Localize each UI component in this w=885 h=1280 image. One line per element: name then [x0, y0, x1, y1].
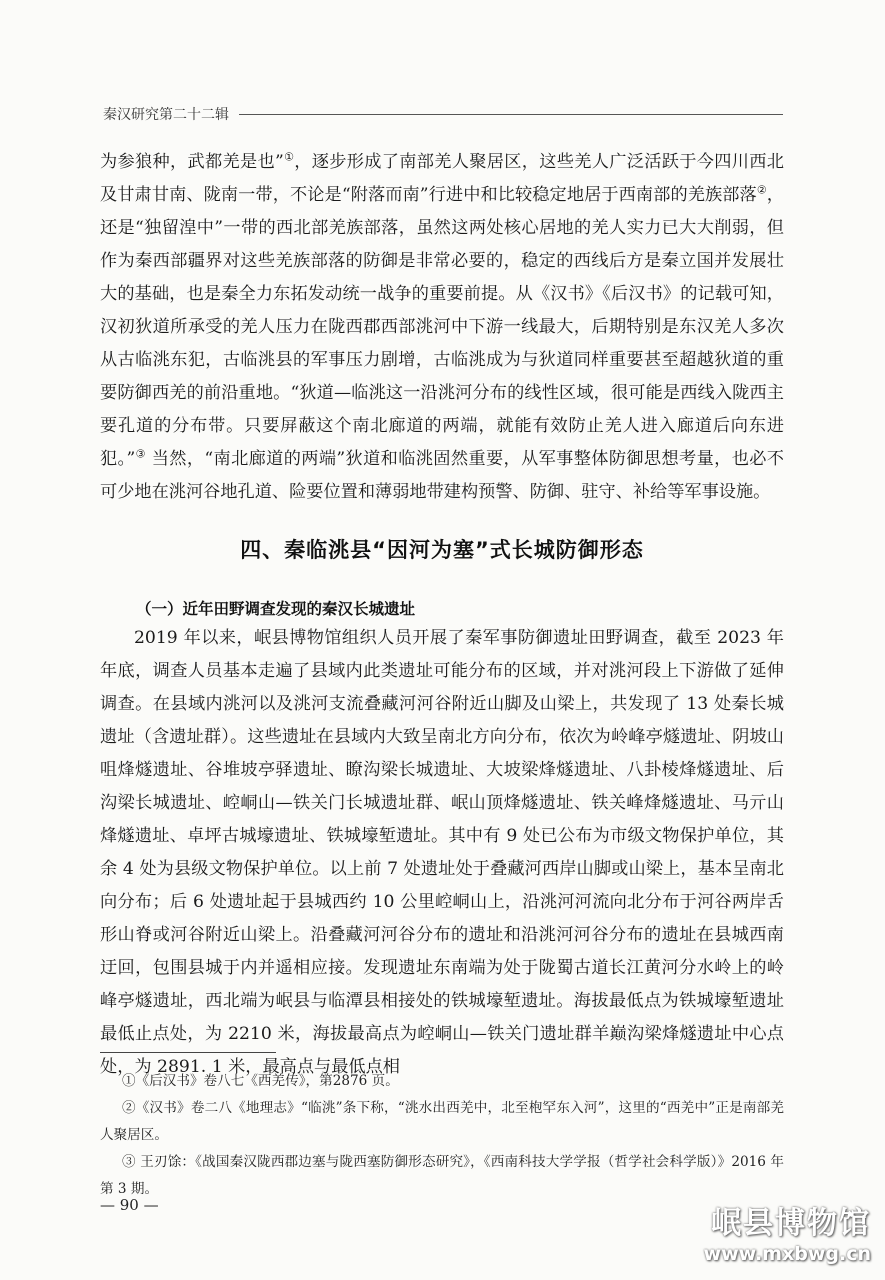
footnote-rule [100, 1052, 276, 1053]
footnote-ref-2[interactable]: ② [756, 183, 767, 197]
section-heading: 四、秦临洮县“因河为塞”式长城防御形态 [240, 538, 644, 562]
footnote-2: ②《汉书》卷二八《地理志》“临洮”条下称，“洮水出西羌中，北至枹罕东入河”，这里的“西羌中”正是南部羌人聚居区。 [100, 1100, 784, 1143]
para1-text-d: 当然，“南北廊道的两端”狄道和临洮固然重要，从军事整体防御思想考量，也必不可少地在洮河谷地孔道、险要位置和薄弱地带建构预警、防御、驻守、补给等军事设施。 [100, 449, 784, 502]
page-number: — 90 — [100, 1196, 159, 1214]
subsection-heading: （一）近年田野调查发现的秦汉长城遗址 [136, 600, 416, 618]
paragraph-continued [100, 146, 784, 509]
footnote-ref-3[interactable]: ③ [135, 447, 146, 461]
para1-text-a: 为参狼种，武都羌是也” [100, 152, 284, 172]
watermark [704, 1206, 871, 1266]
watermark-name: 岷县博物馆 [711, 1206, 871, 1241]
footnote-1: ①《后汉书》卷八七《西羌传》，第2876 页。 [122, 1073, 399, 1089]
journal-title: 秦汉研究第二十二辑 [103, 107, 229, 123]
footnotes [100, 1068, 784, 1203]
para1-text-b: ，逐步形成了南部羌人聚居区，这些羌人广泛活跃于今四川西北及甘肃甘南、陇南一带，不论是“附落而南”行进中和比较稳定地居于西南部的羌族部落 [100, 152, 784, 205]
header-rule [239, 114, 783, 115]
para1-text-c: ，还是“独留湟中”一带的西北部羌族部落，虽然这两处核心居地的羌人实力已大大削弱，但作为秦西部疆界对这些羌族部落的防御是非常必要的，稳定的西线后方是秦立国并发展壮大的基础，也是秦全力东拓发动统一战争的重要前提。从《汉书》《后汉书》的记载可知，汉初狄道所承受的羌人压力在陇西郡西部洮河中下游一线最大，后期特别是东汉羌人多次从古临洮东犯，古临洮县的军事压力剧增，古临洮成为与狄道同样重要甚至超越狄道的重要防御西羌的前沿重地。“狄道—临洮这一沿洮河分布的线性区域，很可能是西线入陇西主要孔道的分布带。只要屏蔽这个南北廊道的两端，就能有效防止羌人进入廊道后向东进犯。” [100, 185, 784, 469]
running-header [103, 104, 783, 124]
paragraph: 2019 年以来，岷县博物馆组织人员开展了秦军事防御遗址田野调查，截至 2023 年年底，调查人员基本走遍了县域内此类遗址可能分布的区域，并对洮河段上下游做了延伸调查。在县域内洮河以及洮河支流叠藏河河谷附近山脚及山梁上，共发现了 13 处秦长城遗址（含遗址群）。这些遗址在县域内大致呈南北方向分布，依次为岭峰亭燧遗址、阴坡山咀烽燧遗址、谷堆坡亭驿遗址、瞭沟梁长城遗址、大坡梁烽燧遗址、八卦棱烽燧遗址、后沟梁长城遗址、崆峒山—铁关门长城遗址群、岷山顶烽燧遗址、铁关峰烽燧遗址、马亓山烽燧遗址、卓坪古城壕遗址、铁城壕堑遗址。其中有 9 处已公布为市级文物保护单位，其余 4 处为县级文物保护单位。以上前 7 处遗址处于叠藏河西岸山脚或山梁上，基本呈南北向分布；后 6 处遗址起于县城西约 10 公里崆峒山上，沿洮河河流向北分布于河谷两岸舌形山脊或河谷附近山梁上。沿叠藏河河谷分布的遗址和沿洮河河谷分布的遗址在县城西南迂回，包围县城于内并遥相应接。发现遗址东南端为处于陇蜀古道长江黄河分水岭上的岭峰亭燧遗址，西北端为岷县与临潭县相接处的铁城壕堑遗址。海拔最低点为铁城壕堑遗址最低止点处，为 2210 米，海拔最高点为崆峒山—铁关门遗址群羊巅沟梁烽燧遗址中心点处，为 2891. 1 米，最高点与最低点相 [100, 628, 784, 1077]
footnote-ref-1[interactable]: ① [283, 150, 295, 164]
watermark-url: www.mxbwg.cn [703, 1243, 871, 1265]
body-paragraph-2 [100, 622, 784, 1084]
body-paragraph-1 [100, 146, 784, 509]
footnote-3: ③ 王刃馀：《战国秦汉陇西郡边塞与陇西塞防御形态研究》，《西南科技大学学报（哲学社会科学版）》2016 年第 3 期。 [100, 1154, 784, 1197]
